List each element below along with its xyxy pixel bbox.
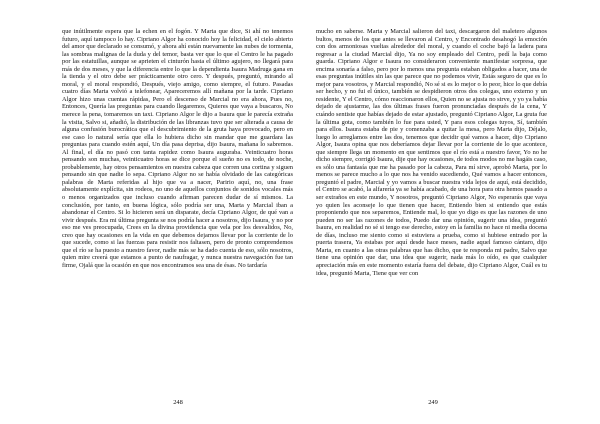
left-page: [62, 28, 293, 388]
left-page-text: que inútilmente espera que la echen en el fogón. Y Marta que dice, Si ahí no tenemos futuro, aquí tampoco lo hay. Cipriano Algor ha conocido hoy la felicidad, el cielo abierto del amor que declarado se consumó, y ahora ahí están nuevamente las nubes de tormenta, las sombras malignas de la duda y del temor, basta ver que lo que el Centro le ha pagado por las estatuillas, aunque se aprieten el cinturón hasta el último agujero, no llegará para más de dos meses, y que la diferencia entre lo que la dependienta Isaura Madruga gana en la tienda y el otro debe ser prácticamente otro cero. Y después, preguntó, mirando al moral, y el moral respondió, Después, viejo amigo, como siempre, el futuro. Pasadas cuatro días Marta volvió a telefonear, Apareceremos allí mañana por la tarde. Cipriano Algor hizo unas cuentas rápidas, Pero el descenso de Marcial no era ahora, Pues no, Entonces, Quería las preguntas para cuando llegaremos, Quieres que vaya a buscaros, No merece la pena, tomaremos un taxi. Cipriano Algor le dijo a Isaura que le parecía extraña la visita, Salvo si, añadió, la distribución de las libranzas tuvo que ser alterada a causa de alguna confusión burocrática que el descubrimiento de la gruta haya provocado, pero en ese caso lo natural sería que ella lo hubiera dicho sin mandar que me guardara las preguntas para cuando estén aquí, Un día pasa deprisa, dijo Isaura, mañana lo sabremos. Al final, el día no pasó con tanta rapidez como Isaura auguraba. Veinticuatro horas pensando son muchas, veinticuatro horas se dice porque el sueño no es todo, de noche, probablemente, hay otros pensamientos en nuestra cabeza que corren una cortina y siguen pensando sin que nadie lo sepa. Cipriano Algor no se había olvidado de las categóricas palabras de Marta referidas al hijo que va a nacer, Paririo aquí, no, una frase absolutamente explícita, sin rodeos, no uno de aquellos conjuntos de sonidos vocales más o menos organizados que incluso cuando afirman parecen dudar de sí mismos. La conclusión, por tanto, en buena lógica, sólo podría ser una, Marta y Marcial iban a abandonar el Centro. Si lo hicieren será un disparate, decía Cipriano Algor, de qué van a vivir después. Era mi última pregunta se nos podría hacer a nosotros, dijo Isaura, y no por eso me ves preocupada, Crees en la divina providencia que vela por los desvalidos, No, creo que hay ocasiones en la vida en que debemos dejarnos llevar por la corriente de lo que sucede, como si las fuerzas para resistir nos faltasen, pero de pronto comprendemos que el río se ha puesto a nuestro favor, nadie más se ha dado cuenta de eso, sólo nosotros, quien mire creerá que estamos a punto de naufragar, y nunca nuestra navegación fue tan firme, Ojalá que la ocasión en que nos encontramos sea una de ésas. No tardaría: [62, 28, 293, 269]
right-page-number: 249: [428, 399, 438, 406]
right-page: [316, 28, 547, 388]
right-page-text: mucho en saberse. Marta y Marcial salieron del taxi, descargaron del maletero algunos bultos, menos de los que antes se llevaron al Centro, y Encontrado desahogó la emoción con dos armoniosas vueltas alrededor del moral, y cuando el coche bajó la ladera para regresar a la ciudad Marcial dijo, Ya no soy empleado del Centro, pedí la baja como guarda. Cipriano Algor e Isaura no consideraron conveniente manifestar sorpresa, que encima sonaría a falso, pero por lo menos una pregunta estaban obligados a hacer, una de esas preguntas inútiles sin las que parece que no podemos vivir, Estás seguro de que es lo mejor para vosotros, y Marcial respondió, No sé si es lo mejor o lo peor, hice lo que debía ser hecho, y no fui el único, también se despidieron otros dos colegas, uno externo y un residente, Y el Centro, cómo reaccionaron ellos, Quien no se ajusta no sirve, y yo ya había dejado de ajustarme, las dos últimas frases fueron pronunciadas después de la cena, Y cuándo sentiste que habías dejado de estar ajustado, preguntó Cipriano Algor, La gruta fue la última gota, como también lo fue para usted, Y para esos colegas tuyos, Sí, también para ellos. Isaura estaba de pie y comenzaba a quitar la mesa, pero Marta dijo, Déjalo, luego lo arreglamos entre las dos, tenemos que decidir qué vamos a hacer, dijo Cipriano Algor, Isaura opina que nos deberíamos dejar llevar por la corriente de lo que acontece, que siempre llega un momento en que sentimos que el río está a nuestro favor, Yo no he dicho siempre, corrigió Isaura, dije que hay ocasiones, de todos modos no me hagáis caso, es sólo una fantasía que me ha pasado por la cabeza, Para mí sirve, aprobó Marta, por lo menos se parece mucho a lo que nos ha venido sucediendo, Qué vamos a hacer entonces, preguntó el padre, Marcial y yo vamos a buscar nuestra vida lejos de aquí, está decidido, el Centro se acabó, la alfarería ya se había acabado, de una hora para otra hemos pasado a ser extraños en este mundo, Y nosotros, preguntó Cipriano Algor, No esperarás que vaya yo quien les aconseje lo que tienen que hacer, Entiendo bien si entiendo que estás proponiendo que nos separemos, Entiende mal, lo que yo digo es que las razones de uno pueden no ser las razones de todos, Puedo dar una opinión, sugerir una idea, preguntó Isaura, en realidad no sé si tengo ese derecho, estoy en la familia no hace ni media docena de días, incluso me siento como si estuviera a prueba, como si hubiese entrado por la puerta trasera, Ya estabas por aquí desde hace meses, nadie aquel famoso cántaro, dijo Marta, en cuanto a las otras palabras que has dicho, que te responda mi padre, Salvo que tiene una opinión que dar, una idea que sugerir, nada más lo oído, es que cualquier apreciación más en este momento estaría fuera del debate, dijo Cipriano Algor, Cuál es tu idea, preguntó Marta, Tiene que ver con: [316, 28, 547, 277]
left-page-number: 248: [173, 399, 183, 406]
